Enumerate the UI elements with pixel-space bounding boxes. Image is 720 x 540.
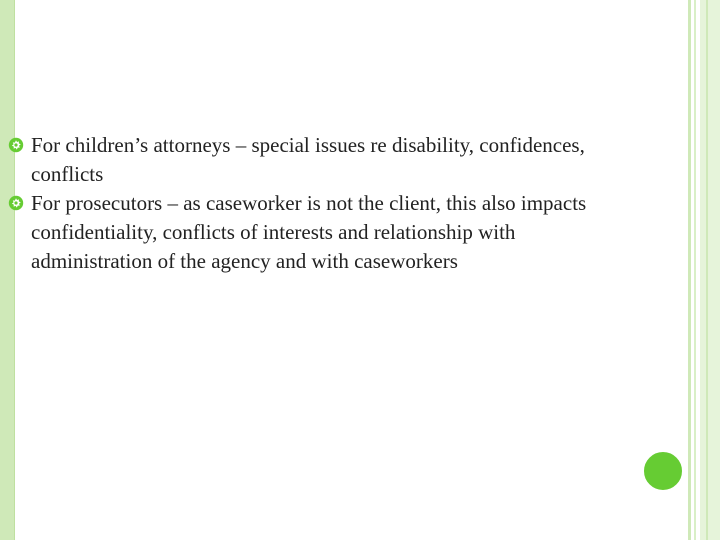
bullet-item: [8, 131, 608, 189]
bullet-list: [8, 131, 608, 276]
bullet-text: For prosecutors – as caseworker is not the client, this also impacts confidentiality, conflicts of interests and relationship with administration of the agency and with caseworkers: [31, 191, 587, 273]
bullet-text: For children’s attorneys – special issues re disability, confidences, conflicts: [31, 133, 585, 186]
green-circle-decoration: [641, 449, 685, 493]
right-decor-stripe: [706, 0, 708, 540]
right-decor-stripe: [694, 0, 696, 540]
green-gear-bullet-icon: [8, 195, 24, 211]
right-decor-stripe: [688, 0, 691, 540]
right-decor-band: [700, 0, 720, 540]
bullet-item: [8, 189, 608, 276]
green-gear-bullet-icon: [8, 137, 24, 153]
